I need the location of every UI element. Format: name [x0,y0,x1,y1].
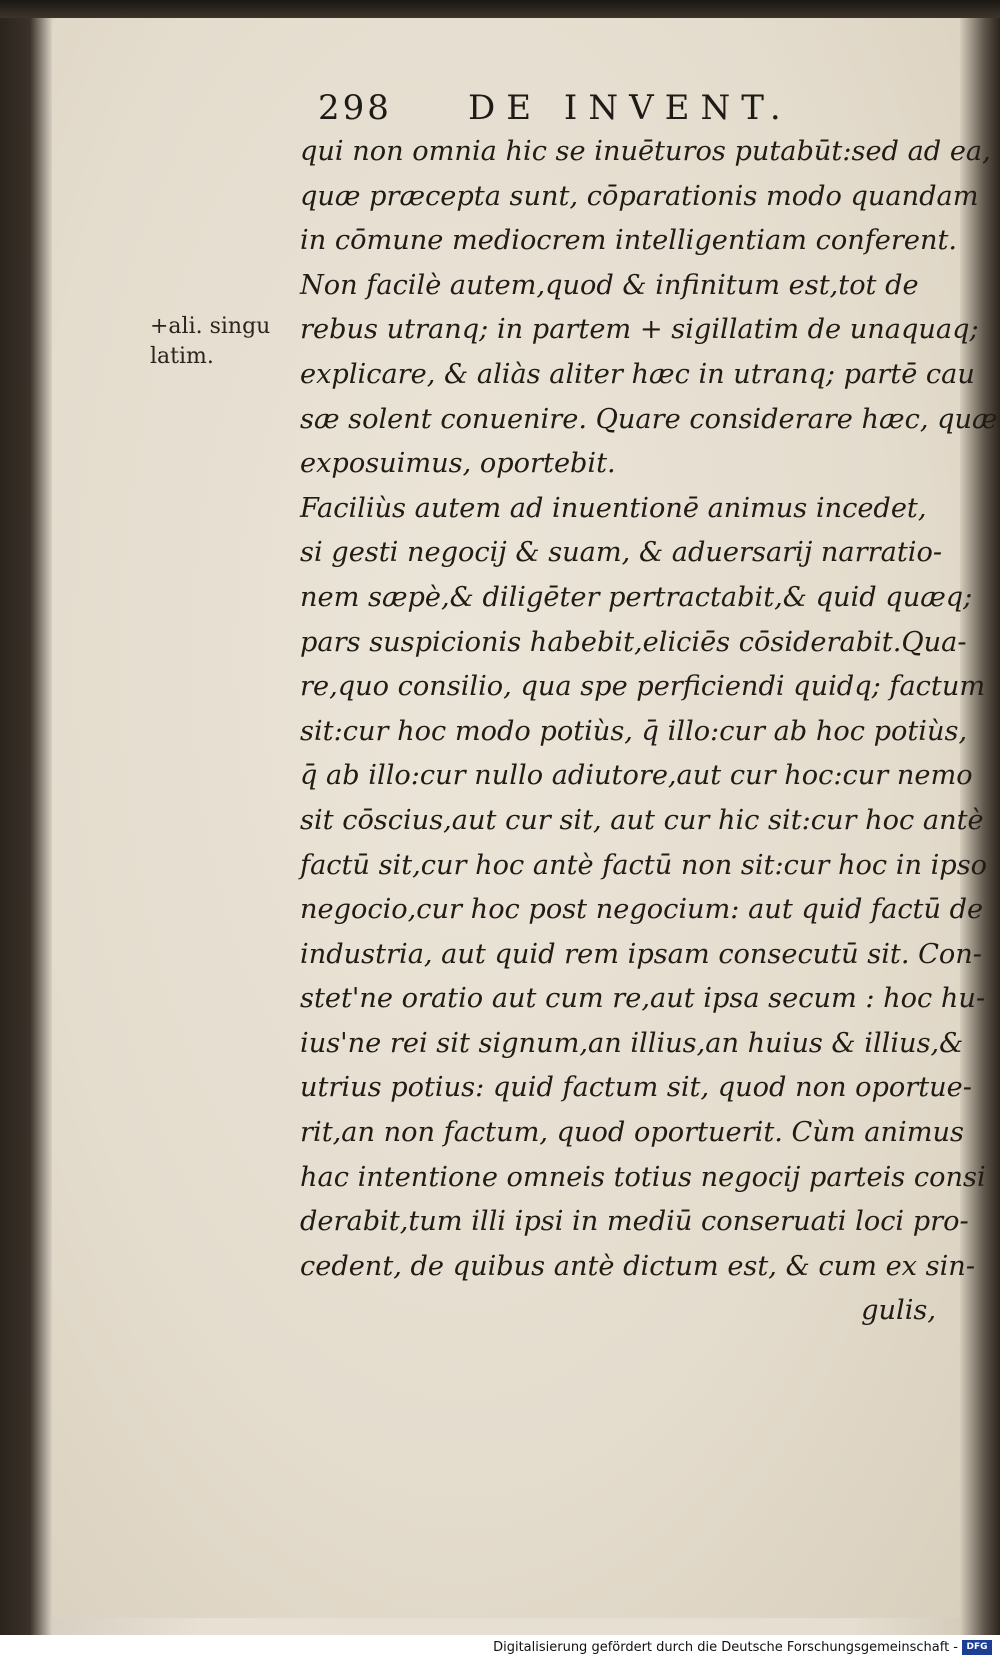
running-head [318,88,878,128]
funding-credit: Digitalisierung gefördert durch die Deutsche Forschungsgemeinschaft - [493,1640,958,1655]
catchword: gulis, [861,1295,936,1327]
text-line: rebus utranq; in partem + sigillatim de unaquaq; [300,314,979,346]
text-line: explicare, & aliàs aliter hæc in utranq; partē cau [300,358,975,390]
text-line: rit,an non factum, quod oportuerit. Cùm animus [300,1117,964,1149]
text-line: in cōmune mediocrem intelligentiam conferent. [300,225,958,257]
body-text [300,130,998,1334]
text-line: sit cōscius,aut cur sit, aut cur hic sit:cur hoc antè [300,804,984,836]
text-line: derabit,tum illi ipsi in mediū conseruati loci pro- [300,1206,969,1238]
margin-note-line: latim. [150,344,214,369]
text-line: negocio,cur hoc post negocium: aut quid factū de [300,894,984,926]
text-line: utrius potius: quid factum sit, quod non oportue- [300,1072,972,1104]
text-line: quæ præcepta sunt, cōparationis modo quandam [300,180,979,212]
text-line: stet'ne oratio aut cum re,aut ipsa secum : hoc hu- [300,983,986,1015]
text-line: nem sæpè,& diligēter pertractabit,& quid quæq; [300,581,973,613]
text-line: hac intentione omneis totius negocij parteis consi [300,1161,986,1193]
text-line: si gesti negocij & suam, & aduersarij narratio- [300,537,943,569]
text-line: sæ solent conuenire. Quare considerare hæc, quæ [300,403,998,435]
text-line: re,quo consilio, qua spe perficiendi quidq; factum [300,671,986,703]
running-title: DE INVENT. [468,88,792,128]
margin-note [150,312,290,372]
text-line: q̄ ab illo:cur nullo adiutore,aut cur hoc:cur nemo [300,760,973,792]
text-line: sit:cur hoc modo potiùs, q̄ illo:cur ab hoc potiùs, [300,715,968,747]
text-line: ius'ne rei sit signum,an illius,an huius & illius,& [300,1027,964,1059]
digitization-footer [0,1635,1000,1661]
text-line: cedent, de quibus antè dictum est, & cum ex sin- [300,1250,976,1282]
text-line: qui non omnia hic se inuēturos putabūt:sed ad ea, [300,136,991,167]
text-line: pars suspicionis habebit,eliciēs cōsiderabit.Qua- [300,626,967,658]
margin-note-line: +ali. singu [150,314,271,339]
dfg-logo: DFG [962,1640,992,1655]
text-line: factū sit,cur hoc antè factū non sit:cur hoc in ipso [300,849,988,881]
text-line: exposuimus, oportebit. [300,448,616,480]
text-line: industria, aut quid rem ipsam consecutū sit. Con- [300,938,982,970]
text-line: Faciliùs autem ad inuentionē animus incedet, [300,492,927,524]
page-number: 298 [318,88,392,128]
scan-top-edge [0,0,1000,18]
text-line: Non facilè autem,quod & infinitum est,tot de [300,269,919,301]
